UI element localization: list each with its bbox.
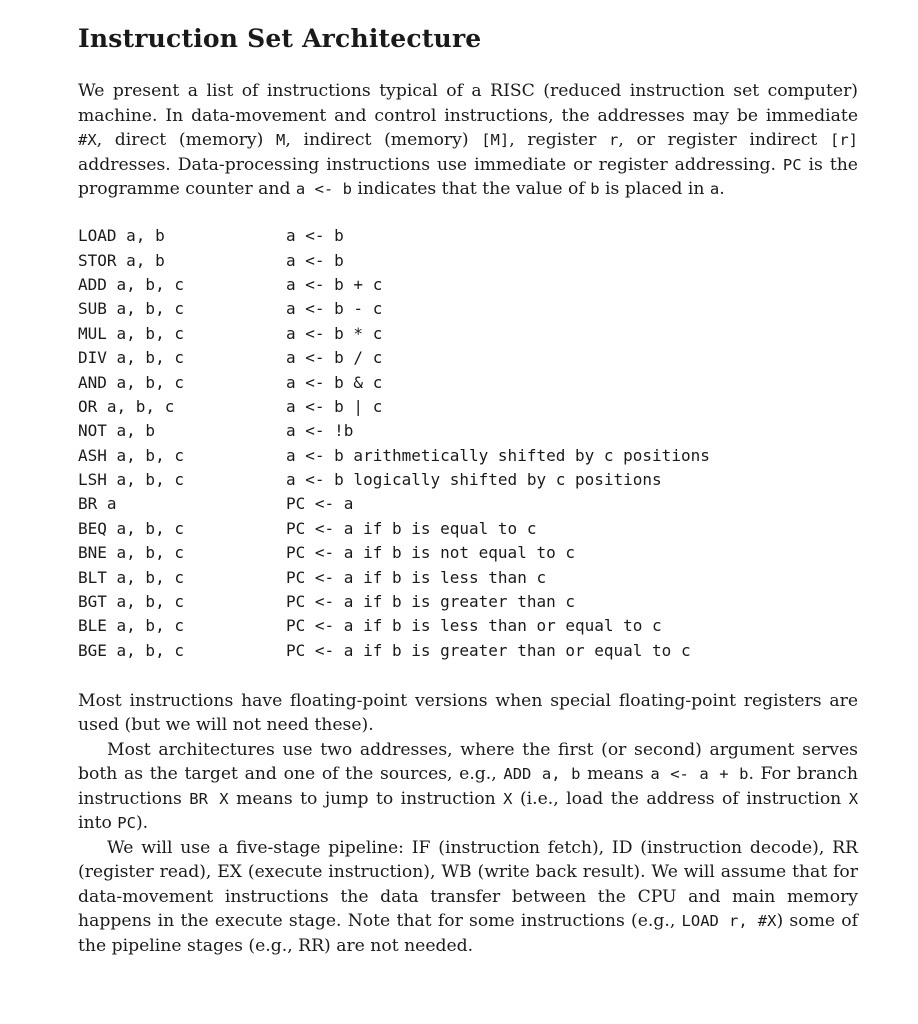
text-run: means [580, 764, 651, 785]
instruction-mnemonic: NOT a, b [78, 421, 156, 441]
text-run: . For branch instructions [78, 764, 858, 809]
instruction-row [78, 272, 710, 296]
text-run: is the programme counter and [78, 154, 858, 199]
instruction-row [78, 370, 710, 394]
text-run: ) some of the pipeline stages (e.g., RR) are not needed. [78, 911, 859, 956]
instruction-row [78, 565, 710, 589]
inline-code: a <- a + b [650, 765, 749, 784]
instruction-semantics: PC <- a if b is not equal to c [286, 543, 575, 563]
text-run: We will use a five-stage pipeline: IF (instruction fetch), ID (instruction decode), RR (register read), EX (execute instruction), WB (write back result). We will assume that for data-movement instructions the data transfer between the CPU and main memory happens in the execute stage. Note that for some instructions (e.g., [78, 837, 858, 932]
instruction-mnemonic: BLE a, b, c [78, 616, 184, 636]
instruction-row [78, 345, 710, 369]
instruction-row [78, 224, 710, 248]
instruction-semantics: a <- b logically shifted by c positions [286, 470, 662, 490]
text-run: addresses. Data-processing instructions use immediate or register addressing. [78, 154, 783, 175]
instruction-semantics: PC <- a if b is greater than c [286, 592, 575, 612]
instruction-mnemonic: LOAD a, b [78, 226, 165, 246]
inline-code: b [590, 180, 600, 198]
instruction-mnemonic: STOR a, b [78, 250, 165, 270]
instruction-mnemonic: BGE a, b, c [78, 640, 184, 660]
text-run: ). [135, 813, 149, 834]
instruction-row [78, 321, 710, 345]
text-run: , indirect (memory) [285, 130, 482, 150]
instruction-row [78, 443, 710, 467]
inline-code: [r] [829, 131, 858, 149]
inline-code: a [709, 180, 720, 198]
instruction-semantics: a <- b + c [286, 274, 383, 294]
text-run: (i.e., load the address of instruction [512, 788, 849, 809]
instruction-semantics: a <- b * c [286, 323, 383, 343]
instruction-row [78, 516, 710, 540]
page-title: Instruction Set Architecture [78, 24, 482, 53]
instruction-table [78, 224, 710, 663]
inline-code: a <- b [295, 180, 352, 198]
text-run: , direct (memory) [96, 130, 276, 150]
inline-code: X [848, 789, 859, 808]
instruction-semantics: PC <- a if b is equal to c [286, 518, 537, 538]
instruction-mnemonic: DIV a, b, c [78, 348, 184, 368]
pipeline-paragraph [78, 836, 858, 959]
instruction-mnemonic: ASH a, b, c [78, 445, 184, 465]
inline-code: BR X [189, 789, 229, 808]
text-run: , or register indirect [618, 130, 830, 150]
instruction-mnemonic: MUL a, b, c [78, 323, 184, 343]
instruction-row [78, 248, 710, 272]
text-run: We present a list of instructions typical of a RISC (reduced instruction set computer) machine. In data-movement and control instructions, the addresses may be immediate [78, 81, 858, 126]
inline-code: M [275, 131, 286, 149]
text-run: , register [509, 130, 609, 150]
instruction-semantics: a <- b / c [286, 348, 383, 368]
instruction-row [78, 541, 710, 565]
instruction-row [78, 297, 710, 321]
inline-code: X [503, 789, 513, 808]
instruction-mnemonic: OR a, b, c [78, 396, 175, 416]
instruction-row [78, 589, 710, 613]
inline-code: r [608, 131, 619, 149]
instruction-semantics: PC <- a if b is less than c [286, 567, 547, 587]
instruction-row [78, 394, 710, 418]
instruction-mnemonic: BEQ a, b, c [78, 518, 184, 538]
floating-point-paragraph: Most instructions have floating-point versions when special floating-point registers are used (but we will not need these). [78, 690, 858, 736]
instruction-mnemonic: BLT a, b, c [78, 567, 184, 587]
instruction-mnemonic: LSH a, b, c [78, 470, 184, 490]
instruction-semantics: PC <- a if b is less than or equal to c [286, 616, 662, 636]
instruction-row [78, 638, 710, 662]
instruction-mnemonic: BR a [78, 494, 117, 514]
instruction-semantics: PC <- a if b is greater than or equal to c [286, 640, 691, 660]
instruction-semantics: a <- b [286, 250, 344, 270]
inline-code: PC [782, 155, 802, 174]
instruction-row [78, 419, 710, 443]
instruction-mnemonic: AND a, b, c [78, 372, 184, 392]
instruction-mnemonic: SUB a, b, c [78, 299, 184, 319]
instruction-semantics: a <- b | c [286, 396, 383, 416]
instruction-row [78, 467, 710, 491]
instruction-semantics: a <- b & c [286, 372, 383, 392]
instruction-semantics: a <- b arithmetically shifted by c positions [286, 445, 710, 465]
instruction-mnemonic: BNE a, b, c [78, 543, 184, 563]
instruction-row [78, 492, 710, 516]
intro-paragraph [78, 79, 858, 202]
text-run: means to jump to instruction [228, 788, 504, 809]
two-address-paragraph [78, 738, 858, 836]
instruction-semantics: a <- !b [286, 421, 354, 441]
inline-code: PC [117, 814, 136, 833]
instruction-mnemonic: ADD a, b, c [78, 274, 184, 294]
instruction-semantics: a <- b - c [286, 299, 383, 319]
instruction-mnemonic: BGT a, b, c [78, 592, 184, 612]
inline-code: ADD a, b [503, 765, 581, 784]
text-run: into [78, 813, 118, 834]
instruction-semantics: PC <- a [286, 494, 354, 514]
instruction-row [78, 614, 710, 638]
inline-code: #X [78, 131, 97, 149]
text-run: . [719, 179, 725, 199]
instruction-semantics: a <- b [286, 226, 344, 246]
text-run: is placed in [599, 179, 710, 199]
inline-code: [M] [481, 131, 510, 149]
text-run: indicates that the value of [351, 179, 591, 199]
inline-code: LOAD r, #X [681, 912, 777, 931]
text-run: Most architectures use two addresses, where the first (or second) argument serves both as the target and one of the sources, e.g., [78, 739, 858, 785]
